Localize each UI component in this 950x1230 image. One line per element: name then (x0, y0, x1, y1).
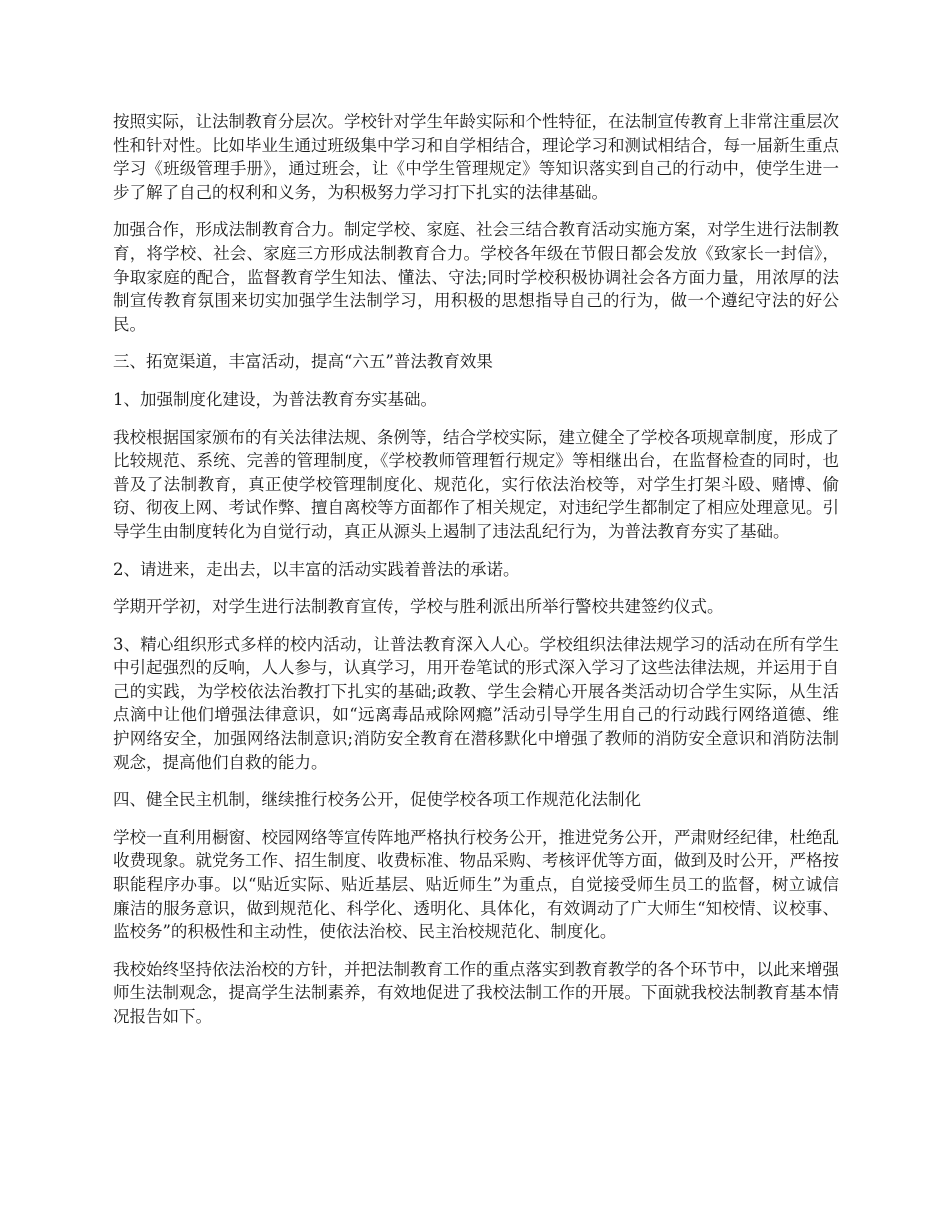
paragraph-transparency: 学校一直利用橱窗、校园网络等宣传阵地严格执行校务公开，推进党务公开，严肃财经纪律，杜绝乱收费现象。就党务工作、招生制度、收费标准、物品采购、考核评优等方面，做到及时公开，严格按职能程序办事。以“贴近实际、贴近基层、贴近师生”为重点，自觉接受师生员工的监督，树立诚信廉洁的服务意识，做到规范化、科学化、透明化、具体化，有效调动了广大师生“知校情、议校事、监校务”的积极性和主动性，使依法治校、民主治校规范化、制度化。 (113, 827, 839, 942)
paragraph-police-school: 学期开学初，对学生进行法制教育宣传，学校与胜利派出所举行警校共建签约仪式。 (113, 597, 724, 617)
subheading-2: 2、请进来，走出去，以丰富的活动实践着普法的承诺。 (113, 559, 520, 579)
paragraph-graded-education: 按照实际，让法制教育分层次。学校针对学生年龄实际和个性特征，在法制宣传教育上非常注重层次性和针对性。比如毕业生通过班级集中学习和自学相结合，理论学习和测试相结合，每一届新生重点学习《班级管理手册》，通过班会，让《中学生管理规定》等知识落实到自己的行动中，使学生进一步了解了自己的权利和义务，为积极努力学习打下扎实的法律基础。 (113, 112, 839, 202)
paragraph-conclusion: 我校始终坚持依法治校的方针，并把法制教育工作的重点落实到教育教学的各个环节中，以此来增强师生法制观念，提高学生法制素养，有效地促进了我校法制工作的开展。下面就我校法制教育基本情况报告如下。 (113, 959, 839, 1026)
paragraph-cooperation: 加强合作，形成法制教育合力。制定学校、家庭、社会三结合教育活动实施方案，对学生进行法制教育，将学校、社会、家庭三方形成法制教育合力。学校各年级在节假日都会发放《致家长一封信》，争取家庭的配合，监督教育学生知法、懂法、守法;同时学校积极协调社会各方面力量，用浓厚的法制宣传教育氛围来切实加强学生法制学习，用积极的思想指导自己的行为，做一个遵纪守法的好公民。 (113, 220, 839, 334)
paragraph-campus-activities: 3、精心组织形式多样的校内活动，让普法教育深入人心。学校组织法律法规学习的活动在所有学生中引起强烈的反响，人人参与，认真学习，用开卷笔试的形式深入学习了这些法律法规，并运用于自己的实践，为学校依法治教打下扎实的基础;政教、学生会精心开展各类活动切合学生实际，从生活点滴中让他们增强法律意识，如“远离毒品戒除网瘾”活动引导学生用自己的行动践行网络道德、维护网络安全，加强网络法制意识;消防安全教育在潜移默化中增强了教师的消防安全意识和消防法制观念，提高他们自救的能力。 (113, 634, 839, 772)
paragraph-regulations: 我校根据国家颁布的有关法律法规、条例等，结合学校实际，建立健全了学校各项规章制度，形成了比较规范、系统、完善的管理制度，《学校教师管理暂行规定》等相继出台，在监督检查的同时，也普及了法制教育，真正使学校管理制度化、规范化，实行依法治校等，对学生打架斗殴、赌博、偷窃、彻夜上网、考试作弊、擅自离校等方面都作了相关规定，对违纪学生都制定了相应处理意见。引导学生由制度转化为自觉行动，真正从源头上遏制了违法乱纪行为，为普法教育夯实了基础。 (113, 427, 839, 541)
document-body (113, 110, 839, 1043)
section-heading-3: 三、拓宽渠道，丰富活动，提高“六五”普法教育效果 (113, 352, 493, 372)
section-heading-4: 四、健全民主机制，继续推行校务公开，促使学校各项工作规范化法制化 (113, 790, 641, 810)
subheading-1: 1、加强制度化建设，为普法教育夯实基础。 (113, 389, 437, 409)
